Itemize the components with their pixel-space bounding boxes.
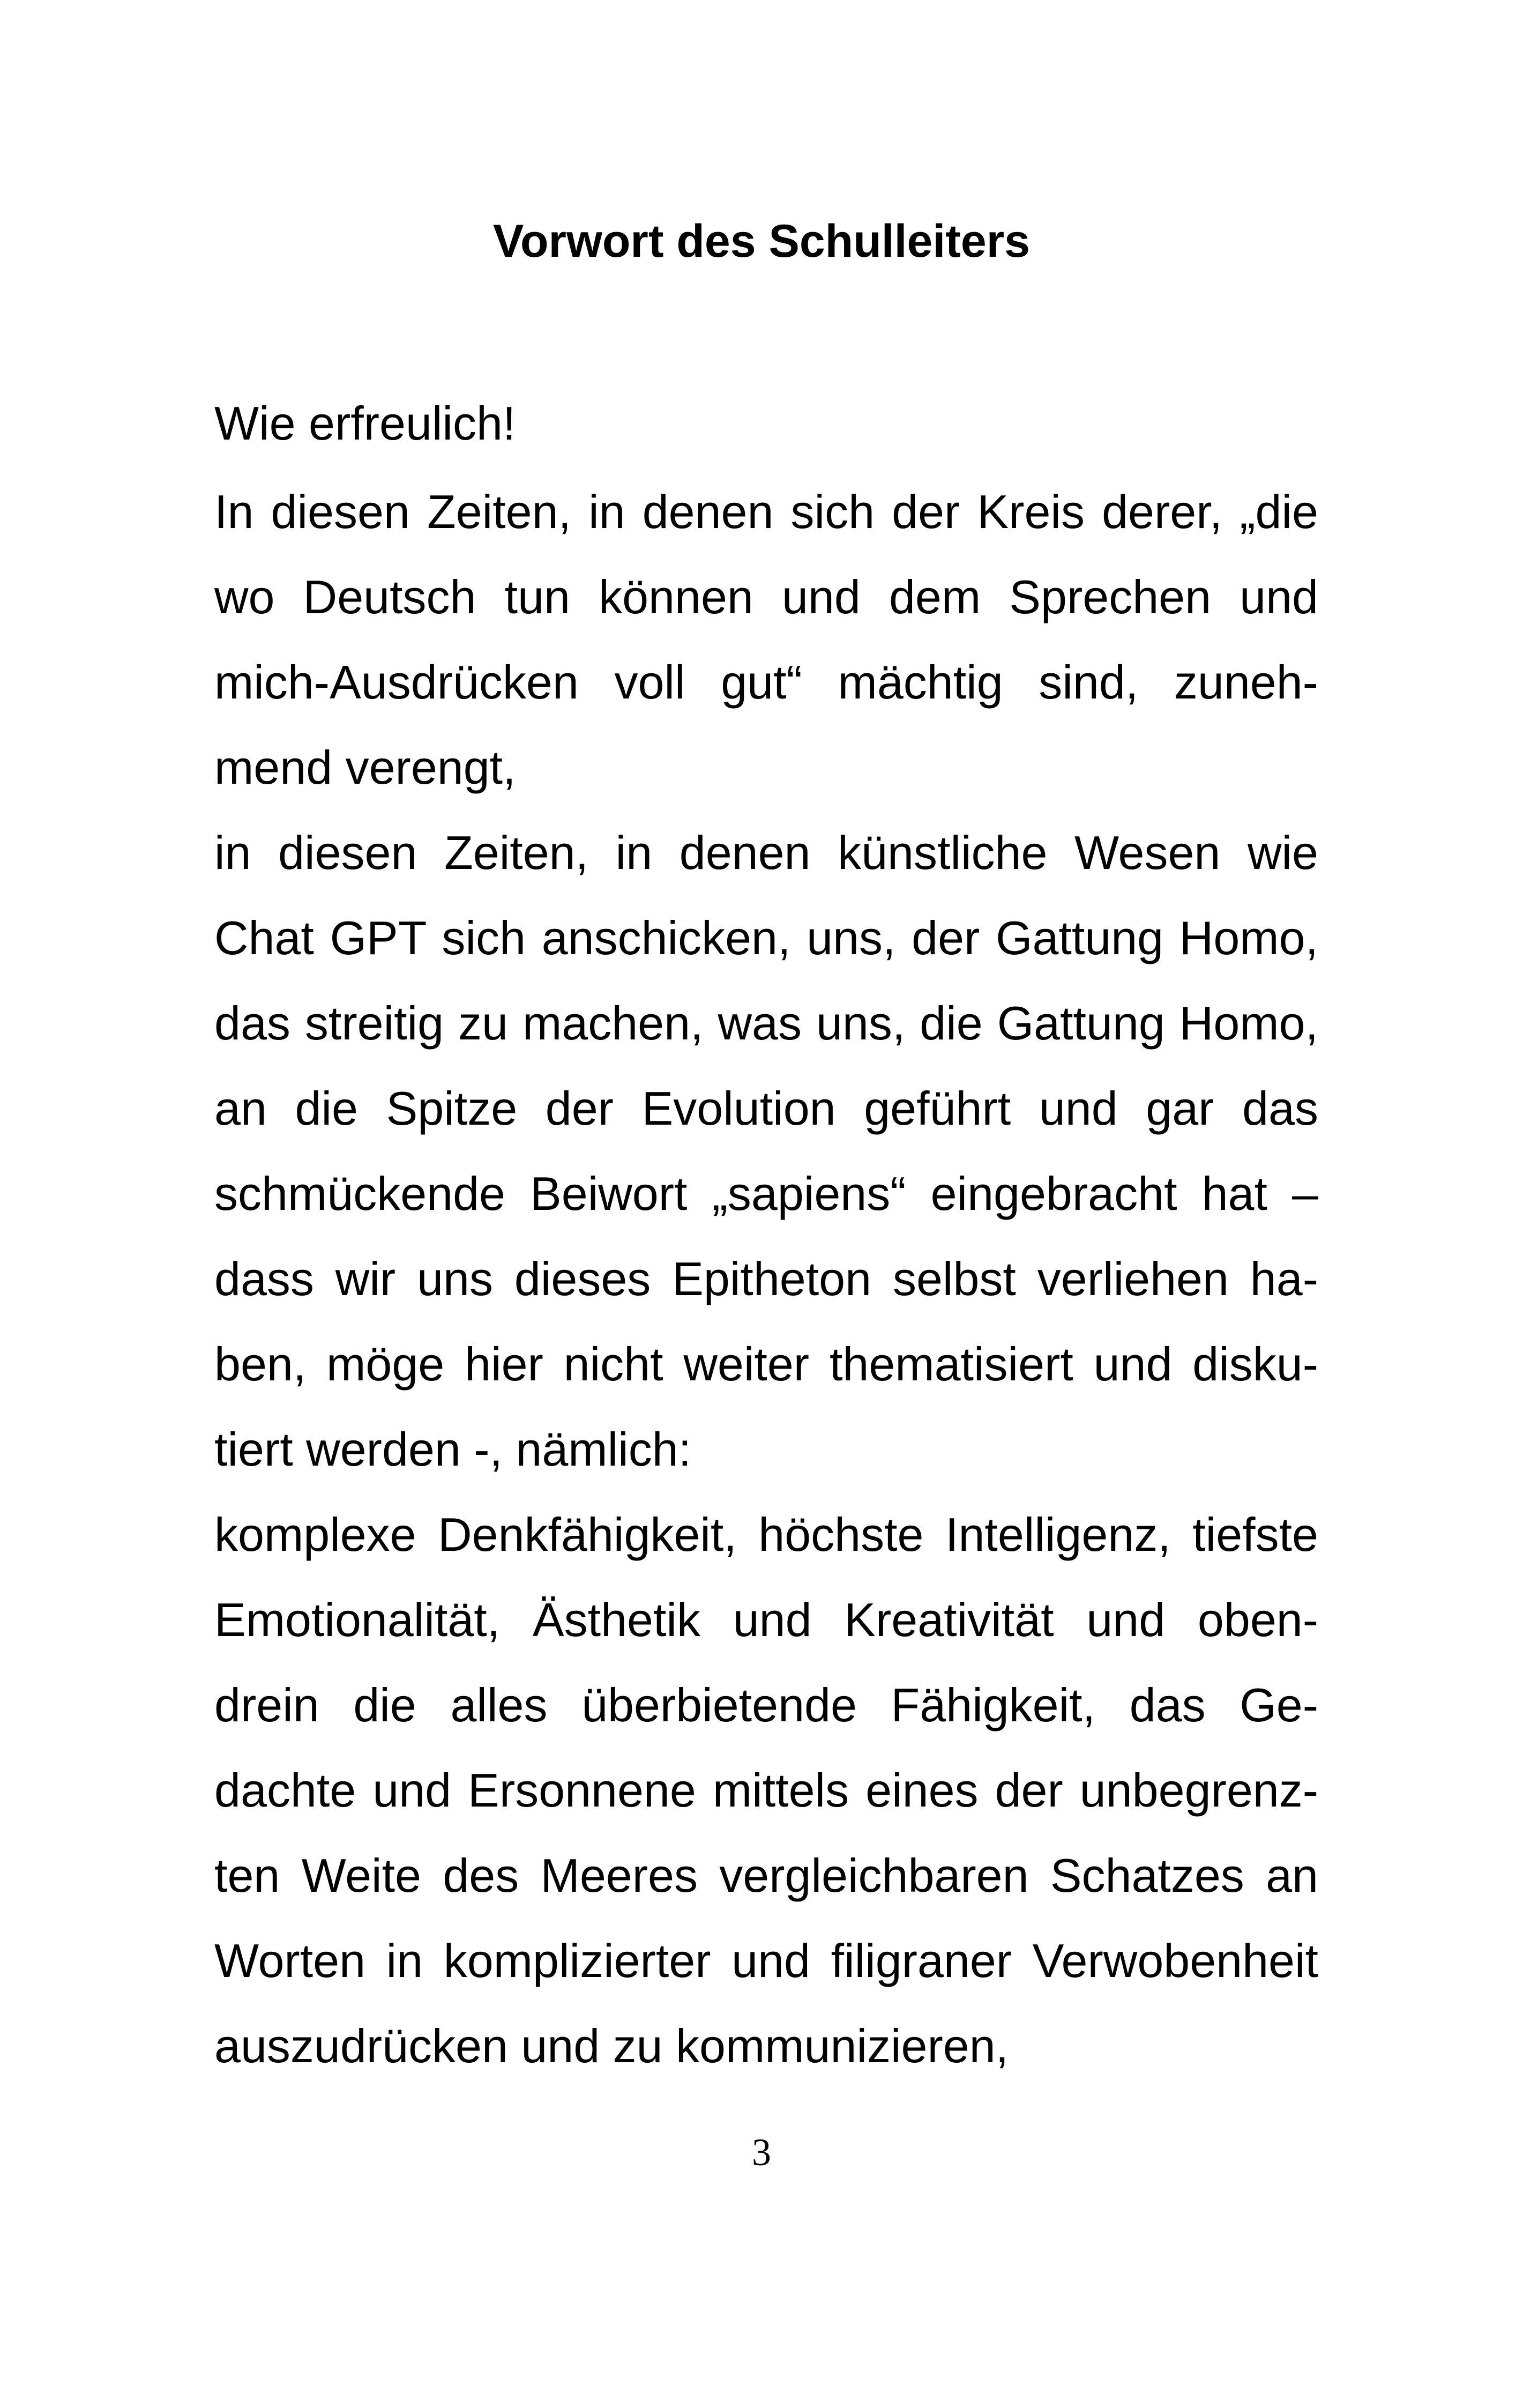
text-line: ten Weite des Meeres vergleichbaren Schatzes an (214, 1849, 1318, 1902)
text-line: komplexe Denkfähigkeit, höchste Intelligenz, tiefste (214, 1508, 1318, 1561)
text-line: das streitig zu machen, was uns, die Gattung Homo, (214, 997, 1318, 1050)
text-line: drein die alles überbietende Fähigkeit, das Ge- (214, 1678, 1318, 1731)
text-line: Worten in komplizierter und filigraner Verwobenheit (214, 1934, 1318, 1987)
text-line: in diesen Zeiten, in denen künstliche Wesen wie (214, 826, 1318, 879)
text-line: mich-Ausdrücken voll gut“ mächtig sind, zuneh- (214, 656, 1318, 709)
text-line: Emotionalität, Ästhetik und Kreativität und oben- (214, 1593, 1318, 1646)
text-line: schmückende Beiwort „sapiens“ eingebracht hat – (214, 1167, 1318, 1220)
page-number: 3 (752, 2131, 771, 2174)
text-line: Wie erfreulich! (214, 397, 516, 450)
text-line: ben, möge hier nicht weiter thematisiert und disku- (214, 1337, 1318, 1391)
text-line: In diesen Zeiten, in denen sich der Kreis derer, „die (214, 485, 1318, 538)
text-line: tiert werden -, nämlich: (214, 1423, 692, 1476)
text-line: auszudrücken und zu kommunizieren, (214, 2019, 1009, 2072)
text-line: dachte und Ersonnene mittels eines der unbegrenz- (214, 1764, 1318, 1817)
text-line: dass wir uns dieses Epitheton selbst verliehen ha- (214, 1252, 1318, 1305)
text-line: Chat GPT sich anschicken, uns, der Gattung Homo, (214, 911, 1318, 964)
text-line: wo Deutsch tun können und dem Sprechen und (214, 570, 1318, 623)
text-line: mend verengt, (214, 741, 516, 794)
text-line: an die Spitze der Evolution geführt und gar das (214, 1082, 1318, 1135)
page-title: Vorwort des Schulleiters (492, 215, 1031, 267)
